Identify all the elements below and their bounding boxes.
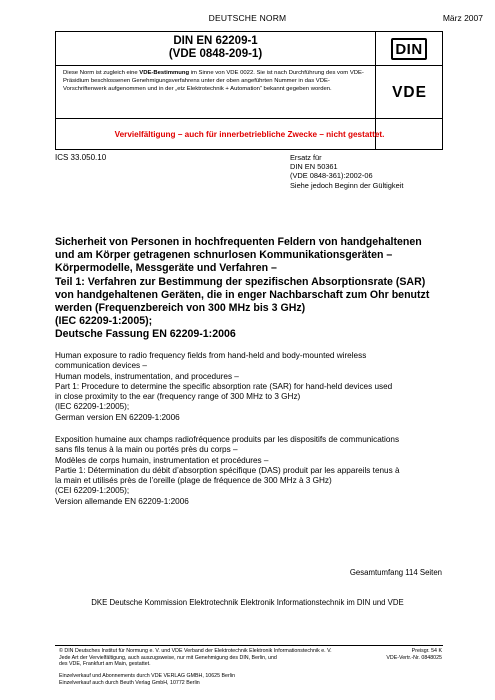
price-info (386, 648, 442, 661)
english-title-line: Human models, instrumentation, and procedures – (55, 371, 239, 381)
header-divider-top (56, 65, 375, 66)
german-title (55, 236, 445, 342)
french-title-line: Exposition humaine aux champs radiofréquence produits par les dispositifs de communications (55, 435, 400, 444)
ics-code: ICS 33.050.10 (55, 153, 107, 162)
dke-line: DKE Deutsche Kommission Elektrotechnik Elektronik Informationstechnik im DIN und VDE (91, 598, 404, 607)
distribution-info (59, 673, 235, 687)
german-title-line: und am Körper getragenen schnurlosen Kommunikationsgeräten – (55, 249, 393, 262)
header-divider-bottom (56, 118, 443, 119)
total-pages: Gesamtumfang 114 Seiten (349, 568, 442, 577)
french-title-line: Partie 1: Détermination du débit d’absorption spécifique (DAS) produit par les appareils tenus à (55, 465, 400, 475)
vde-logo: VDE (392, 84, 427, 101)
french-title (55, 435, 445, 507)
vde-classification: (VDE 0848-209-1) (168, 48, 263, 60)
copyright-line: Jede Art der Vervielfältigung, auch auszugsweise, nur mit Genehmigung des DIN, Berlin, und (59, 654, 277, 661)
reproduction-warning: Vervielfältigung – auch für innerbetriebliche Zwecke – nicht gestattet. (114, 130, 385, 139)
price-group: Preisgr. 54 K (411, 648, 442, 654)
german-title-line: (IEC 62209-1:2005); (55, 315, 153, 328)
din-logo (391, 38, 427, 60)
publication-date: März 2007 (442, 13, 483, 23)
header-box (55, 31, 443, 150)
english-title (55, 351, 445, 423)
replacement-info (290, 153, 403, 190)
french-title-line: sans fils tenus à la main ou portés près du corps – (55, 445, 238, 455)
copyright-line: des VDE, Frankfurt am Main, gestattet. (59, 661, 151, 668)
german-title-line: Deutsche Fassung EN 62209-1:2006 (55, 328, 236, 341)
copyright-notice (59, 648, 359, 668)
english-title-line: communication devices – (55, 361, 147, 371)
french-title-line: Version allemande EN 62209-1:2006 (55, 496, 189, 506)
english-title-line: Human exposure to radio frequency fields from hand-held and body-mounted wireless (55, 351, 367, 360)
replacement-line: Ersatz für (290, 153, 322, 162)
english-title-line: German version EN 62209-1:2006 (55, 412, 180, 422)
replacement-line: Siehe jedoch Beginn der Gültigkeit (290, 180, 404, 190)
vde-notice-part2: im Sinne von VDE 0022. Sie ist nach Durchführung des vom VDE-Präsidium beschlossenen Genehmigungsverfahrens unter der oben angeführten Nummer in das VDE-Vorschriftenwerk aufgenommen und in der „etz Elektrotechnik + Automation“ bekannt gegeben worden. (63, 70, 364, 93)
standard-number: DIN EN 62209-1 (173, 35, 258, 47)
english-title-line: Part 1: Procedure to determine the specific absorption rate (SAR) for hand-held devices used (55, 381, 393, 391)
header-divider-top-right (375, 65, 443, 66)
norm-type-label: DEUTSCHE NORM (208, 13, 287, 23)
vde-notice (63, 69, 371, 94)
english-title-line: in close proximity to the ear (frequency range of 300 MHz to 3 GHz) (55, 392, 301, 402)
vde-notice-part1: Diese Norm ist zugleich eine (63, 70, 140, 76)
din-logo-text: DIN (395, 41, 423, 58)
distribution-line: Einzelverkauf und Abonnements durch VDE VERLAG GMBH, 10625 Berlin (59, 673, 236, 679)
vde-order-number: VDE-Vertr.-Nr. 0848025 (386, 654, 442, 661)
vde-notice-bold: VDE-Bestimmung (139, 70, 190, 76)
distribution-line: Einzelverkauf auch durch Beuth Verlag GmbH, 10772 Berlin (59, 680, 200, 687)
german-title-line: Teil 1: Verfahren zur Bestimmung der spezifischen Absorptionsrate (SAR) (55, 275, 426, 288)
replacement-line: (VDE 0848-361):2002-06 (290, 171, 373, 181)
german-title-line: von handgehaltenen Geräten, die in enger Nachbarschaft zum Ohr benutzt (55, 288, 430, 301)
copyright-line: © DIN Deutsches Institut für Normung e. V. und VDE Verband der Elektrotechnik Elektronik Informationstechnik e. V. (59, 648, 332, 654)
german-title-line: Körpermodelle, Messgeräte und Verfahren – (55, 262, 277, 275)
replacement-line: DIN EN 50361 (290, 162, 338, 172)
french-title-line: la main et utilisés près de l’oreille (plage de fréquence de 300 MHz à 3 GHz) (55, 476, 332, 486)
french-title-line: Modèles de corps humain, instrumentation et procédures – (55, 455, 269, 465)
german-title-line: Sicherheit von Personen in hochfrequenten Feldern von handgehaltenen (55, 236, 422, 248)
french-title-line: (CEI 62209-1:2005); (55, 486, 130, 496)
english-title-line: (IEC 62209-1:2005); (55, 402, 130, 412)
german-title-line: werden (Frequenzbereich von 300 MHz bis 3 GHz) (55, 302, 306, 315)
